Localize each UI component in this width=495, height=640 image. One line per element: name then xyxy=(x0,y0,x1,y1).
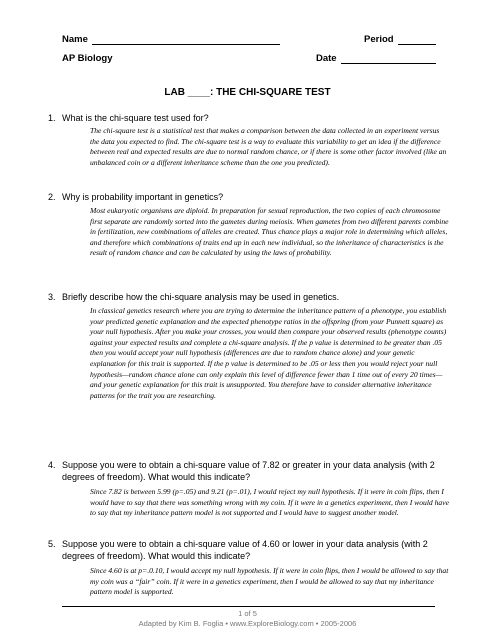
question-number: 5. xyxy=(48,539,56,549)
footer-credit: Adapted by Kim B. Foglia • www.ExploreBiology.com • 2005-2006 xyxy=(138,619,357,628)
answer-5: Since 4.60 is at p=.0.10, I would accept my null hypothesis. If it were in coin flips, then I would be allowed to say that my coin was a “fair” coin. If it were in a genetics experiment, then I would be allowed to say that my inheritance pattern model is supported. xyxy=(90,566,449,597)
question-3 xyxy=(48,292,462,304)
date-line xyxy=(341,63,436,64)
answer-2: Most eukaryotic organisms are diploid. In preparation for sexual reproduction, the two copies of each chromosome first separate are randomly sorted into the gametes during meiosis. When gametes from two different parents combine in fertilization, new combinations of alleles are created. Thus chance plays a major role in determining which alleles, and therefore which combinations of traits end up in each new individual, so the inheritance of characteristics is the result of random chance and can be calculated by using the laws of probability. xyxy=(90,206,449,258)
question-prompt: Why is probability important in genetics? xyxy=(62,192,224,202)
question-number: 2. xyxy=(48,192,56,202)
question-prompt: What is the chi-square test used for? xyxy=(62,113,209,123)
question-1 xyxy=(48,113,462,125)
name-line xyxy=(92,44,280,45)
answer-4: Since 7.82 is between 5.99 (p=.05) and 9.21 (p=.01), I would reject my null hypothesis. If it were in coin flips, then I would have to say that there was something wrong with my coin. If it were in a genetics experiment, then I would have to say that my inheritance pattern model is not supported and I would have to suggest another model. xyxy=(90,487,449,518)
question-prompt: Suppose you were to obtain a chi-square value of 7.82 or greater in your data analysis (with 2 degrees of freedom). What would this indicate? xyxy=(62,460,435,482)
question-number: 3. xyxy=(48,292,56,302)
question-prompt: Briefly describe how the chi-square analysis may be used in genetics. xyxy=(62,292,340,302)
question-prompt: Suppose you were to obtain a chi-square value of 4.60 or lower in your data analysis (with 2 degrees of freedom). What would this indicate? xyxy=(62,539,428,561)
page-number: 1 of 5 xyxy=(238,609,257,618)
name-label: Name xyxy=(62,34,88,45)
answer-1: The chi-square test is a statistical test that makes a comparison between the data collected in an experiment versus the data you expected to find. The chi-square test is a way to evaluate this variability to get an idea if the difference between real and expected results are due to normal random chance, or if there is some other factor involved (like an unbalanced coin or a different inheritance scheme than the one you predicted). xyxy=(90,126,447,167)
question-5 xyxy=(48,539,462,562)
period-line xyxy=(398,44,436,45)
answer-3: In classical genetics research where you are trying to determine the inheritance pattern of a phenotype, you establish your predicted genetic explanation and the expected phenotype ratios in the offspring (from your Punnett square) as your null hypothesis. After you make your crosses, you would then compare your observed results (phenotype counts) against your expected results and complete a chi-square analysis. If the p value is determined to be greater than .05 then you would accept your null hypothesis (differences are due to random chance alone) and your genetic explanation for this trait is supported. If the p value is determined to be .05 or less then you would reject your null hypothesis—random chance alone can only explain this level of difference fewer than 1 time out of every 20 times—and your genetic explanation for this trait is unsupported. You therefore have to consider alternative inheritance patterns for the trait you are researching. xyxy=(90,306,447,400)
footer-rule xyxy=(62,606,435,607)
question-4 xyxy=(48,460,462,483)
question-number: 1. xyxy=(48,113,56,123)
page-title: LAB ____: THE CHI-SQUARE TEST xyxy=(164,87,331,98)
course-label: AP Biology xyxy=(62,53,113,64)
period-label: Period xyxy=(364,34,394,45)
date-label: Date xyxy=(316,53,337,64)
question-number: 4. xyxy=(48,460,56,470)
question-2 xyxy=(48,192,462,204)
